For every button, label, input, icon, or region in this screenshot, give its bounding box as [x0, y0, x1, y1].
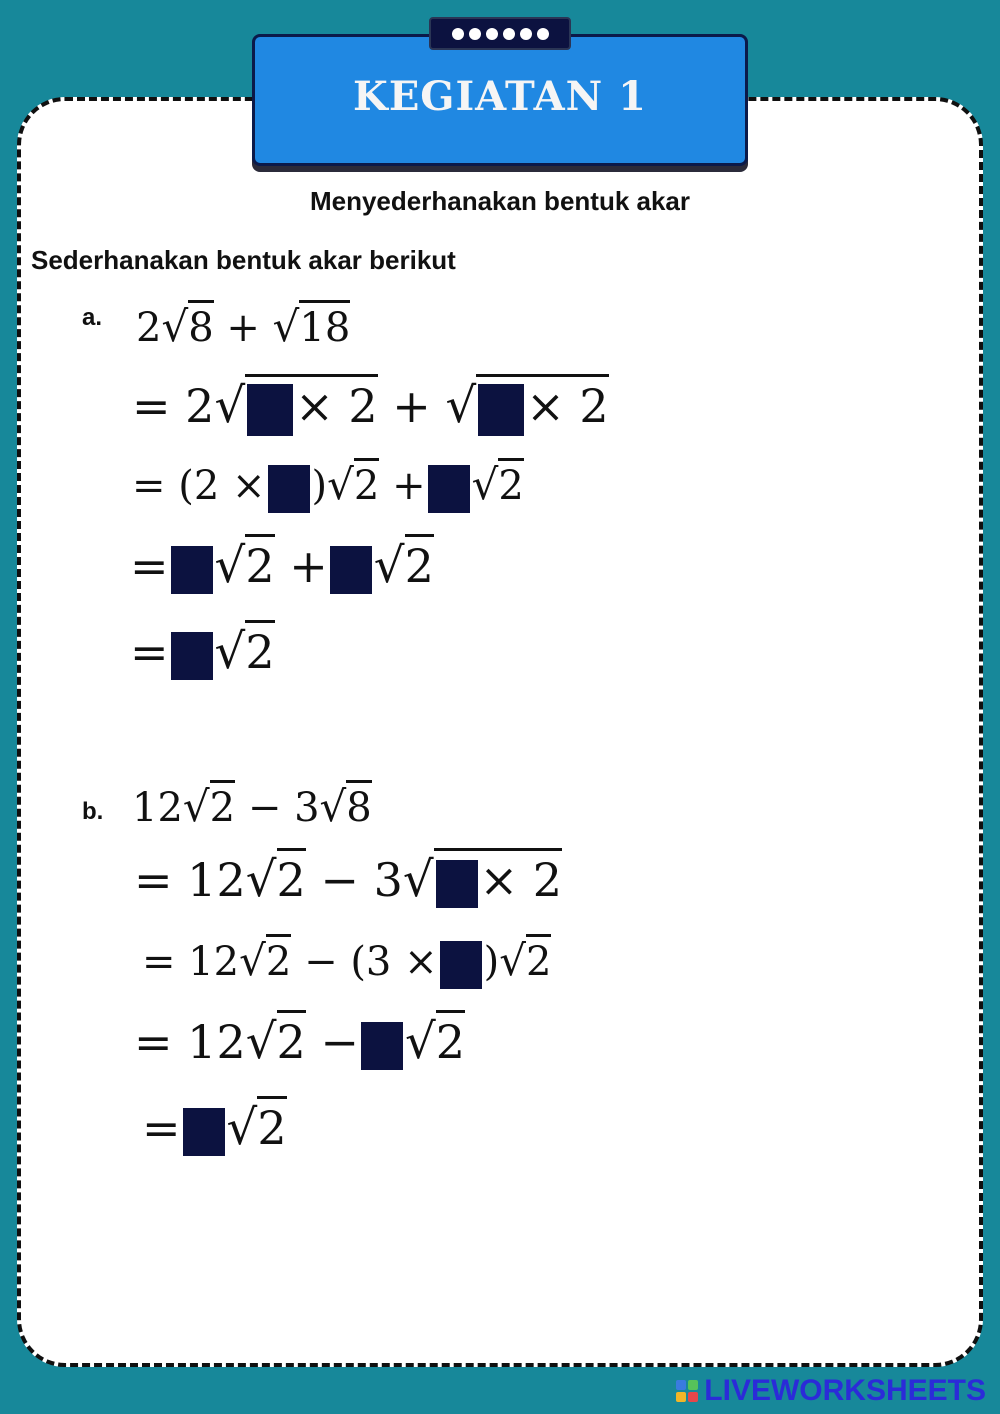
problem-b-line-1: 12√2 − 3√8 — [132, 782, 372, 831]
page-title: KEGIATAN 1 — [353, 73, 647, 120]
liveworksheets-logo-icon — [676, 1380, 698, 1402]
problem-a-line-3: = (2 × )√2 + √2 — [132, 464, 524, 513]
problem-b-line-4: = 12√2 − √2 — [134, 1018, 465, 1070]
problem-a-line-2: = 2√ × 2 + √ × 2 — [132, 382, 609, 436]
answer-blank-a2[interactable] — [478, 384, 524, 436]
brand-name: LIVEWORKSHEETS — [704, 1374, 986, 1407]
answer-blank-b3[interactable] — [361, 1022, 403, 1070]
header-banner — [252, 34, 748, 166]
answer-blank-b4[interactable] — [183, 1108, 225, 1156]
answer-blank-a6[interactable] — [330, 546, 372, 594]
dot-icon — [469, 28, 481, 40]
answer-blank-a3[interactable] — [268, 465, 310, 513]
answer-blank-a1[interactable] — [247, 384, 293, 436]
section-subtitle: Menyederhanakan bentuk akar — [309, 186, 691, 216]
problem-b-line-3: = 12√2 − (3 × )√2 — [142, 940, 551, 989]
answer-blank-b1[interactable] — [436, 860, 478, 908]
problem-a-line-5: = √2 — [130, 628, 275, 680]
dot-icon — [537, 28, 549, 40]
instruction-text: Sederhanakan bentuk akar berikut — [31, 245, 456, 275]
answer-blank-a7[interactable] — [171, 632, 213, 680]
problem-a-line-1: 2√8 + √18 — [136, 302, 351, 351]
answer-blank-a5[interactable] — [171, 546, 213, 594]
brand-footer — [676, 1374, 986, 1408]
problem-b-line-2: = 12√2 − 3√ × 2 — [134, 856, 562, 908]
dot-icon — [486, 28, 498, 40]
answer-blank-b2[interactable] — [440, 941, 482, 989]
problem-b-line-5: = √2 — [142, 1104, 287, 1156]
header-tab-decoration — [429, 17, 571, 50]
dot-icon — [503, 28, 515, 40]
worksheet-card — [17, 97, 983, 1367]
answer-blank-a4[interactable] — [428, 465, 470, 513]
dot-icon — [520, 28, 532, 40]
problem-a-line-4: = √2 + √2 — [130, 542, 434, 594]
dot-icon — [452, 28, 464, 40]
problem-b-label: b. — [82, 798, 104, 825]
problem-a-label: a. — [82, 304, 103, 331]
